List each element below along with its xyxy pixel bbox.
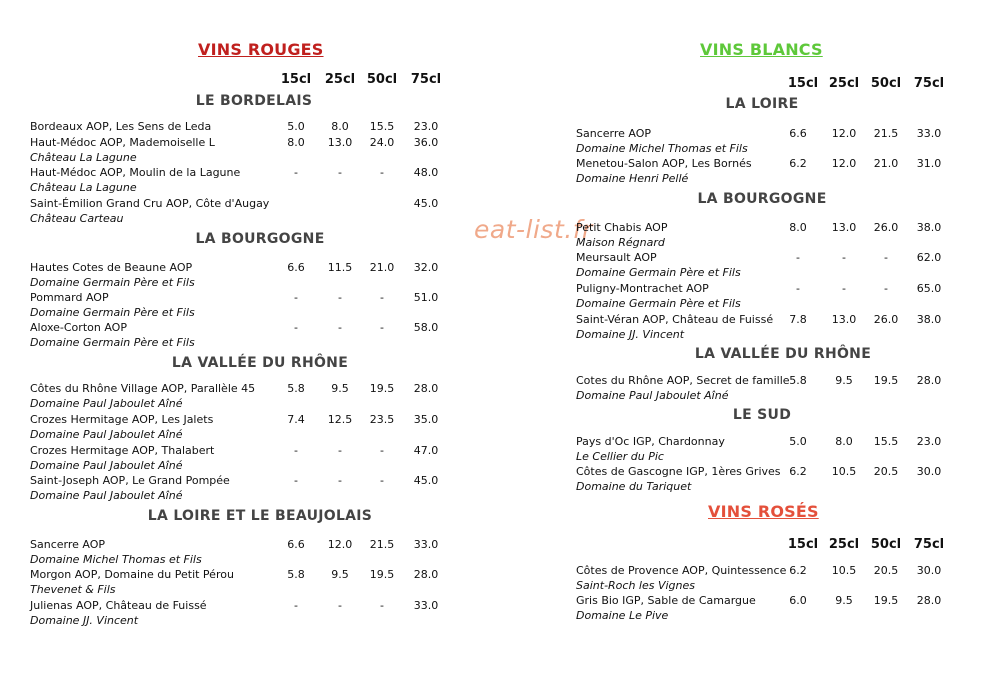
wine-row: [30, 165, 450, 195]
wine-name: Crozes Hermitage AOP, Thalabert: [30, 444, 215, 457]
wine-name: Puligny-Montrachet AOP: [576, 282, 709, 295]
price-25cl: 12.0: [327, 538, 353, 551]
wine-producer: Domaine Henri Pellé: [576, 172, 689, 185]
size-50cl: 50cl: [870, 537, 902, 552]
wine-name: Menetou-Salon AOP, Les Bornés: [576, 157, 752, 170]
price-75cl: 45.0: [413, 197, 439, 210]
wine-row: [576, 464, 976, 494]
price-25cl: 9.5: [331, 568, 349, 581]
red-wines-title: VINS ROUGES: [198, 40, 324, 59]
price-50cl: 19.5: [369, 382, 395, 395]
price-50cl: 24.0: [369, 136, 395, 149]
price-75cl: 45.0: [413, 474, 439, 487]
wine-producer: Domaine Paul Jaboulet Aîné: [30, 459, 183, 472]
size-25cl: 25cl: [828, 76, 860, 91]
wine-producer: Domaine Paul Jaboulet Aîné: [30, 428, 183, 441]
wine-row: [30, 598, 450, 628]
wine-name: Sancerre AOP: [30, 538, 106, 551]
price-15cl: 5.0: [287, 120, 305, 133]
price-15cl: 5.0: [789, 435, 807, 448]
price-15cl: 5.8: [287, 382, 305, 395]
wine-name: Saint-Véran AOP, Château de Fuissé: [576, 313, 774, 326]
wine-row: [30, 473, 450, 503]
wine-name: Bordeaux AOP, Les Sens de Leda: [30, 120, 212, 133]
wine-producer: Thevenet & Fils: [30, 583, 116, 596]
red-size-header: [30, 72, 450, 92]
price-50cl: -: [380, 599, 384, 612]
wine-row: [30, 567, 450, 597]
wine-row: [30, 537, 450, 567]
size-75cl: 75cl: [410, 72, 442, 87]
wine-name: Sancerre AOP: [576, 127, 652, 140]
size-50cl: 50cl: [366, 72, 398, 87]
price-25cl: 9.5: [835, 374, 853, 387]
region-heading: LA LOIRE: [725, 96, 799, 112]
price-15cl: -: [294, 166, 298, 179]
wine-producer: Domaine Le Pive: [576, 609, 669, 622]
price-15cl: 8.0: [287, 136, 305, 149]
wine-row: [576, 126, 976, 156]
price-75cl: 33.0: [413, 599, 439, 612]
wine-name: Julienas AOP, Château de Fuissé: [30, 599, 207, 612]
region-heading: LE BORDELAIS: [195, 93, 313, 109]
price-15cl: 7.8: [789, 313, 807, 326]
price-25cl: -: [842, 251, 846, 264]
wine-name: Cotes du Rhône AOP, Secret de famille: [576, 374, 790, 387]
price-15cl: 8.0: [789, 221, 807, 234]
region-heading: LE SUD: [732, 407, 792, 423]
price-50cl: 21.0: [873, 157, 899, 170]
price-50cl: 19.5: [369, 568, 395, 581]
price-25cl: -: [842, 282, 846, 295]
wine-producer: Domaine Germain Père et Fils: [576, 297, 741, 310]
white-wines-title: VINS BLANCS: [700, 40, 823, 59]
price-75cl: 23.0: [916, 435, 942, 448]
price-15cl: 5.8: [789, 374, 807, 387]
wine-producer: Domaine Michel Thomas et Fils: [30, 553, 202, 566]
wine-name: Petit Chabis AOP: [576, 221, 668, 234]
wine-name: Côtes de Gascogne IGP, 1ères Grives: [576, 465, 781, 478]
wine-name: Morgon AOP, Domaine du Petit Pérou: [30, 568, 234, 581]
wine-name: Aloxe-Corton AOP: [30, 321, 127, 334]
price-15cl: -: [796, 282, 800, 295]
wine-row: [576, 563, 976, 593]
price-50cl: -: [380, 474, 384, 487]
wine-name: Pays d'Oc IGP, Chardonnay: [576, 435, 725, 448]
price-75cl: 58.0: [413, 321, 439, 334]
wine-name: Haut-Médoc AOP, Mademoiselle L: [30, 136, 215, 149]
price-50cl: -: [380, 166, 384, 179]
size-25cl: 25cl: [828, 537, 860, 552]
price-15cl: -: [294, 321, 298, 334]
price-75cl: 38.0: [916, 221, 942, 234]
wine-name: Gris Bio IGP, Sable de Camargue: [576, 594, 756, 607]
rose-size-header: [576, 537, 976, 557]
price-15cl: 6.2: [789, 564, 807, 577]
wine-row: [30, 196, 450, 226]
price-50cl: 20.5: [873, 564, 899, 577]
wine-row: [576, 250, 976, 280]
wine-name: Saint-Joseph AOP, Le Grand Pompée: [30, 474, 230, 487]
wine-producer: Domaine Germain Père et Fils: [30, 276, 195, 289]
price-75cl: 38.0: [916, 313, 942, 326]
price-75cl: 28.0: [413, 568, 439, 581]
price-75cl: 30.0: [916, 465, 942, 478]
wine-producer: Domaine Germain Père et Fils: [30, 306, 195, 319]
price-15cl: 6.6: [789, 127, 807, 140]
price-75cl: 33.0: [916, 127, 942, 140]
price-75cl: 28.0: [916, 594, 942, 607]
region-heading: LA VALLÉE DU RHÔNE: [171, 355, 349, 371]
price-50cl: 21.5: [873, 127, 899, 140]
price-25cl: 12.5: [327, 413, 353, 426]
region-heading: LA VALLÉE DU RHÔNE: [694, 346, 872, 362]
price-50cl: 21.0: [369, 261, 395, 274]
price-25cl: 12.0: [831, 127, 857, 140]
price-75cl: 33.0: [413, 538, 439, 551]
wine-producer: Maison Régnard: [576, 236, 665, 249]
wine-row: [576, 373, 976, 403]
price-50cl: 19.5: [873, 594, 899, 607]
size-75cl: 75cl: [913, 537, 945, 552]
price-25cl: 11.5: [327, 261, 353, 274]
wine-row: [576, 312, 976, 342]
price-25cl: -: [338, 444, 342, 457]
wine-row: [30, 260, 450, 290]
price-15cl: -: [294, 599, 298, 612]
price-75cl: 48.0: [413, 166, 439, 179]
price-25cl: 9.5: [331, 382, 349, 395]
wine-row: [30, 135, 450, 165]
price-25cl: 8.0: [331, 120, 349, 133]
wine-producer: Domaine Germain Père et Fils: [576, 266, 741, 279]
wine-name: Pommard AOP: [30, 291, 109, 304]
wine-name: Meursault AOP: [576, 251, 657, 264]
size-25cl: 25cl: [324, 72, 356, 87]
wine-name: Saint-Émilion Grand Cru AOP, Côte d'Augay: [30, 197, 270, 210]
wine-producer: Domaine Paul Jaboulet Aîné: [30, 397, 183, 410]
price-15cl: -: [294, 474, 298, 487]
size-15cl: 15cl: [787, 537, 819, 552]
price-25cl: 9.5: [835, 594, 853, 607]
price-50cl: -: [884, 282, 888, 295]
price-50cl: 15.5: [369, 120, 395, 133]
price-75cl: 65.0: [916, 282, 942, 295]
wine-row: [576, 281, 976, 311]
price-50cl: -: [380, 291, 384, 304]
rose-wines-title: VINS ROSÉS: [708, 502, 819, 521]
price-25cl: 13.0: [327, 136, 353, 149]
price-15cl: 6.2: [789, 465, 807, 478]
price-25cl: 8.0: [835, 435, 853, 448]
wine-name: Côtes de Provence AOP, Quintessence: [576, 564, 787, 577]
price-25cl: 12.0: [831, 157, 857, 170]
price-75cl: 32.0: [413, 261, 439, 274]
price-50cl: 26.0: [873, 313, 899, 326]
size-75cl: 75cl: [913, 76, 945, 91]
price-25cl: 10.5: [831, 465, 857, 478]
price-15cl: -: [294, 444, 298, 457]
price-25cl: 13.0: [831, 313, 857, 326]
price-75cl: 51.0: [413, 291, 439, 304]
size-15cl: 15cl: [787, 76, 819, 91]
price-50cl: -: [884, 251, 888, 264]
price-50cl: 21.5: [369, 538, 395, 551]
wine-row: [576, 156, 976, 186]
wine-row: [30, 412, 450, 442]
wine-producer: Domaine du Tariquet: [576, 480, 692, 493]
wine-producer: Château La Lagune: [30, 181, 137, 194]
price-25cl: -: [338, 321, 342, 334]
price-50cl: 20.5: [873, 465, 899, 478]
price-75cl: 62.0: [916, 251, 942, 264]
price-25cl: 13.0: [831, 221, 857, 234]
price-25cl: -: [338, 166, 342, 179]
wine-row: [30, 443, 450, 473]
price-50cl: 23.5: [369, 413, 395, 426]
wine-producer: Château La Lagune: [30, 151, 137, 164]
wine-row: [30, 320, 450, 350]
price-15cl: -: [796, 251, 800, 264]
wine-row: [576, 434, 976, 464]
region-heading: LA BOURGOGNE: [697, 191, 827, 207]
wine-producer: Château Carteau: [30, 212, 124, 225]
wine-name: Crozes Hermitage AOP, Les Jalets: [30, 413, 214, 426]
price-75cl: 28.0: [916, 374, 942, 387]
price-75cl: 31.0: [916, 157, 942, 170]
wine-row: [576, 593, 976, 623]
wine-row: [30, 381, 450, 411]
price-50cl: 19.5: [873, 374, 899, 387]
price-75cl: 36.0: [413, 136, 439, 149]
size-50cl: 50cl: [870, 76, 902, 91]
wine-producer: Saint-Roch les Vignes: [576, 579, 696, 592]
price-15cl: 6.6: [287, 538, 305, 551]
wine-producer: Domaine Paul Jaboulet Aîné: [30, 489, 183, 502]
price-75cl: 35.0: [413, 413, 439, 426]
price-15cl: 7.4: [287, 413, 305, 426]
price-25cl: -: [338, 474, 342, 487]
price-15cl: -: [294, 291, 298, 304]
price-75cl: 47.0: [413, 444, 439, 457]
wine-producer: Domaine JJ. Vincent: [576, 328, 685, 341]
price-15cl: 5.8: [287, 568, 305, 581]
price-50cl: 26.0: [873, 221, 899, 234]
wine-producer: Domaine Michel Thomas et Fils: [576, 142, 748, 155]
price-15cl: 6.6: [287, 261, 305, 274]
price-15cl: 6.2: [789, 157, 807, 170]
price-25cl: -: [338, 291, 342, 304]
wine-producer: Domaine Germain Père et Fils: [30, 336, 195, 349]
wine-name: Côtes du Rhône Village AOP, Parallèle 45: [30, 382, 256, 395]
price-25cl: 10.5: [831, 564, 857, 577]
wine-name: Hautes Cotes de Beaune AOP: [30, 261, 193, 274]
size-15cl: 15cl: [280, 72, 312, 87]
price-25cl: -: [338, 599, 342, 612]
price-75cl: 23.0: [413, 120, 439, 133]
region-heading: LA LOIRE ET LE BEAUJOLAIS: [147, 508, 373, 524]
white-size-header: [576, 76, 976, 96]
watermark: eat-list.fr: [474, 215, 593, 244]
price-15cl: 6.0: [789, 594, 807, 607]
price-50cl: -: [380, 444, 384, 457]
region-heading: LA BOURGOGNE: [195, 231, 325, 247]
wine-name: Haut-Médoc AOP, Moulin de la Lagune: [30, 166, 241, 179]
price-50cl: -: [380, 321, 384, 334]
wine-producer: Domaine Paul Jaboulet Aîné: [576, 389, 729, 402]
price-75cl: 30.0: [916, 564, 942, 577]
wine-row: [30, 290, 450, 320]
price-50cl: 15.5: [873, 435, 899, 448]
price-75cl: 28.0: [413, 382, 439, 395]
wine-row: [576, 220, 976, 250]
wine-producer: Le Cellier du Pic: [576, 450, 664, 463]
wine-producer: Domaine JJ. Vincent: [30, 614, 139, 627]
